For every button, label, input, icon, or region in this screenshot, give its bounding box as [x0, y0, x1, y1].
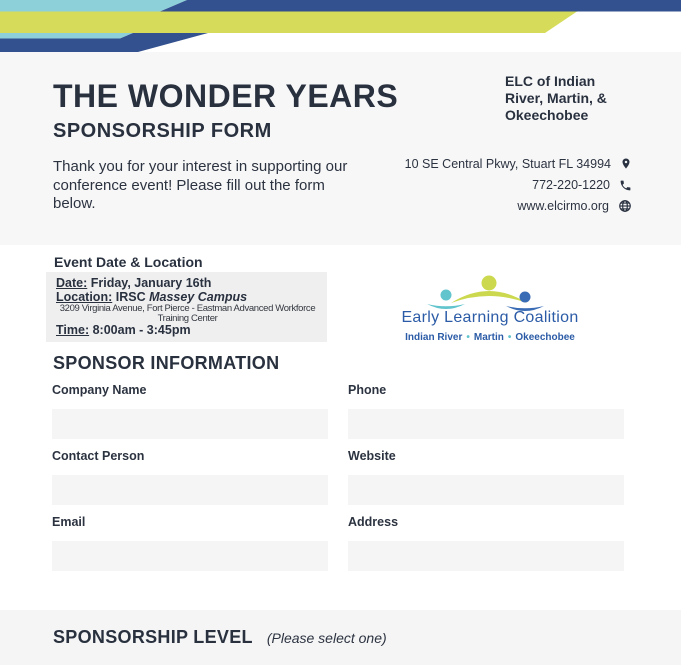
logo-right-figure-head — [520, 292, 531, 303]
event-time-line — [56, 324, 319, 338]
intro-paragraph: Thank you for your interest in supporting our conference event! Please fill out the form below. — [53, 158, 348, 212]
contact-person-input[interactable] — [52, 475, 328, 505]
email-label: Email — [52, 515, 86, 529]
logo-region-2: Martin — [473, 332, 504, 343]
logo-bullet-icon: • — [466, 332, 470, 343]
elc-logo-figures — [385, 272, 595, 314]
phone-input[interactable] — [348, 409, 624, 439]
sponsorship-level-note: (Please select one) — [266, 630, 387, 646]
elc-logo — [385, 272, 595, 352]
sponsorship-level-section — [0, 610, 681, 665]
event-details-box — [46, 272, 327, 342]
sponsorship-level-heading — [53, 627, 387, 648]
location-detail-line2: Training Center — [157, 313, 218, 324]
contact-info — [405, 156, 632, 213]
phone-label: Phone — [348, 383, 387, 397]
location-pin-icon — [620, 156, 632, 171]
logo-center-figure-arms — [451, 291, 527, 303]
phone-icon — [619, 179, 632, 192]
website-label: Website — [348, 449, 396, 463]
teal-stripe-top — [0, 0, 187, 12]
logo-regions — [385, 332, 595, 343]
phone-field — [348, 383, 624, 439]
company-name-input[interactable] — [52, 409, 328, 439]
contact-website-row — [517, 199, 632, 213]
header-section — [0, 52, 681, 245]
logo-center-figure-head — [482, 276, 497, 291]
time-value: 8:00am - 3:45pm — [92, 323, 191, 337]
contact-person-label: Contact Person — [52, 449, 145, 463]
phone-text: 772-220-1220 — [532, 178, 610, 192]
contact-address-row — [405, 156, 632, 171]
location-org: IRSC — [115, 289, 146, 304]
banner-graphic — [0, 0, 681, 52]
company-name-label: Company Name — [52, 383, 147, 397]
email-input[interactable] — [52, 541, 328, 571]
date-label: Date: — [56, 276, 88, 290]
main-section — [0, 245, 681, 610]
event-location-line — [56, 291, 319, 305]
banner-stripes-svg — [0, 0, 681, 52]
teal-stripe-bottom — [0, 33, 133, 39]
date-value: Friday, January 16th — [90, 276, 212, 290]
website-input[interactable] — [348, 475, 624, 505]
contact-person-field — [52, 449, 328, 505]
page-title: THE WONDER YEARS — [53, 78, 399, 114]
logo-left-figure-head — [441, 290, 452, 301]
location-campus: Massey Campus — [149, 289, 248, 304]
page-subtitle: SPONSORSHIP FORM — [53, 120, 272, 142]
logo-name: Early Learning Coalition — [401, 309, 579, 326]
time-label: Time: — [56, 323, 90, 337]
logo-region-3: Okeechobee — [515, 332, 575, 343]
address-text: 10 SE Central Pkwy, Stuart FL 34994 — [404, 156, 611, 171]
website-text: www.elcirmo.org — [517, 199, 609, 213]
blue-stripe-top — [160, 0, 681, 12]
sponsorship-level-title: SPONSORSHIP LEVEL — [53, 627, 253, 647]
address-input[interactable] — [348, 541, 624, 571]
event-date-line — [56, 277, 319, 291]
logo-region-1: Indian River — [405, 332, 463, 343]
email-field — [52, 515, 328, 571]
sponsor-information-heading: SPONSOR INFORMATION — [53, 353, 280, 373]
globe-icon — [618, 199, 632, 213]
yellow-stripe — [0, 12, 577, 34]
logo-bullet-icon: • — [507, 332, 512, 343]
address-label: Address — [348, 515, 399, 529]
contact-phone-row — [532, 178, 632, 192]
sponsor-form-grid — [52, 383, 624, 571]
event-heading: Event Date & Location — [54, 254, 203, 270]
location-detail-line1: 3209 Virginia Avenue, Fort Pierce - Eastman Advanced Workforce — [59, 303, 316, 314]
address-field — [348, 515, 624, 571]
company-name-field — [52, 383, 328, 439]
website-field — [348, 449, 624, 505]
location-label: Location: — [56, 289, 113, 304]
org-name: ELC of Indian River, Martin, & Okeechobee — [505, 73, 607, 123]
